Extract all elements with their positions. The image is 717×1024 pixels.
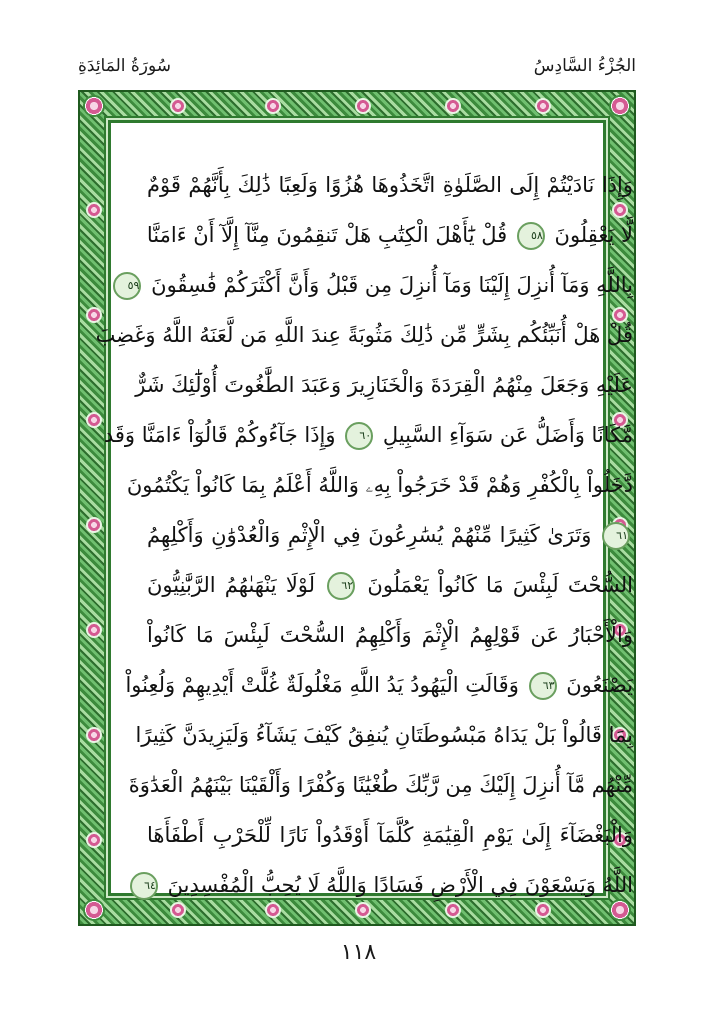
- ayah-number-marker: ٦٠: [345, 422, 373, 450]
- verse-line: مَّكَانًا وَأَضَلُّ عَن سَوَآءِ السَّبِيلِ ٦٠ وَإِذَا جَآءُوكُمْ قَالُوٓاْ ءَامَنَّا وَقَد: [147, 415, 633, 455]
- verse-line: وَالْبَغْضَآءَ إِلَىٰ يَوْمِ الْقِيَٰمَةِ كُلَّمَآ أَوْقَدُواْ نَارًا لِّلْحَرْبِ أَطْفَأَهَا: [147, 823, 633, 847]
- verse-line: السُّحْتَ لَبِئْسَ مَا كَانُواْ يَعْمَلُونَ ٦٢ لَوْلَا يَنْهَىٰهُمُ الرَّبَّٰنِيُّونَ: [147, 565, 633, 605]
- flower-icon: [355, 98, 371, 114]
- flower-icon: [86, 517, 102, 533]
- ayah-number-marker: ٦٢: [327, 572, 355, 600]
- flower-icon: [445, 98, 461, 114]
- verse-line: مِّنْهُم مَّآ أُنزِلَ إِلَيْكَ مِن رَّبِّكَ طُغْيَٰنًا وَكُفْرًا وَأَلْقَيْنَا بَيْنَهُمُ الْعَدَٰوَةَ: [128, 773, 633, 797]
- flower-icon: [535, 98, 551, 114]
- text-panel: [95, 120, 633, 897]
- flower-icon: [265, 98, 281, 114]
- verse-line: وَالْأَحْبَارُ عَن قَوْلِهِمُ الْإِثْمَ وَأَكْلِهِمُ السُّحْتَ لَبِئْسَ مَا كَانُواْ: [147, 623, 633, 647]
- page-header: [78, 56, 636, 86]
- corner-flower-icon: [83, 899, 105, 921]
- flower-icon: [86, 412, 102, 428]
- verse-line: اللَّهُ وَيَسْعَوْنَ فِي الْأَرْضِ فَسَادًا وَاللَّهُ لَا يُحِبُّ الْمُفْسِدِينَ ٦٤: [147, 865, 633, 905]
- ayah-number-marker: ٦٣: [529, 672, 557, 700]
- ayah-number-marker: ٥٩: [113, 272, 141, 300]
- page-number: ١١٨: [340, 940, 377, 965]
- ornamental-frame: [78, 90, 636, 926]
- verse-line: بِاللَّهِ وَمَآ أُنزِلَ إِلَيْنَا وَمَآ أُنزِلَ مِن قَبْلُ وَأَنَّ أَكْثَرَكُمْ فَٰسِقُونَ ٥٩: [147, 265, 633, 305]
- verse-line: ٦١ وَتَرَىٰ كَثِيرًا مِّنْهُمْ يُسَٰرِعُونَ فِي الْإِثْمِ وَالْعُدْوَٰنِ وَأَكْلِهِمُ: [147, 515, 633, 555]
- flower-icon: [86, 202, 102, 218]
- ayah-number-marker: ٥٨: [517, 222, 545, 250]
- surah-title: سُورَةُ المَائِدَةِ: [78, 56, 172, 76]
- verse-line: لَّا يَعْقِلُونَ ٥٨ قُلْ يَٰٓأَهْلَ الْكِتَٰبِ هَلْ تَنقِمُونَ مِنَّآ إِلَّآ أَنْ ءَامَنَّا: [147, 215, 633, 255]
- corner-flower-icon: [83, 95, 105, 117]
- ayah-number-marker: ٦١: [602, 522, 630, 550]
- flower-icon: [86, 832, 102, 848]
- flower-icon: [86, 622, 102, 638]
- verse-text-area: [95, 165, 633, 917]
- ayah-number-marker: ٦٤: [130, 872, 158, 900]
- verse-line: بِمَا قَالُواْ بَلْ يَدَاهُ مَبْسُوطَتَانِ يُنفِقُ كَيْفَ يَشَآءُ وَلَيَزِيدَنَّ كَثِيرًا: [135, 723, 633, 747]
- verse-line: عَلَيْهِ وَجَعَلَ مِنْهُمُ الْقِرَدَةَ وَالْخَنَازِيرَ وَعَبَدَ الطَّٰغُوتَ أُوْلَٰٓئِكَ شَرٌّ: [135, 373, 633, 397]
- verse-line: قُلْ هَلْ أُنَبِّئُكُم بِشَرٍّ مِّن ذَٰلِكَ مَثُوبَةً عِندَ اللَّهِ مَن لَّعَنَهُ اللَّهُ وَغَضِبَ: [95, 323, 633, 347]
- verse-line: وَإِذَا نَادَيْتُمْ إِلَى الصَّلَوٰةِ اتَّخَذُوهَا هُزُوًا وَلَعِبًا ذَٰلِكَ بِأَنَّهُمْ قَوْمٌ: [147, 173, 633, 197]
- verse-line: دَّخَلُواْ بِالْكُفْرِ وَهُمْ قَدْ خَرَجُواْ بِهِۦ وَاللَّهُ أَعْلَمُ بِمَا كَانُواْ يَكْتُمُونَ: [126, 473, 633, 497]
- juz-title: الجُزْءُ السَّادِسُ: [533, 56, 636, 76]
- flower-icon: [170, 98, 186, 114]
- flower-icon: [86, 727, 102, 743]
- verse-line: يَصْنَعُونَ ٦٣ وَقَالَتِ الْيَهُودُ يَدُ اللَّهِ مَغْلُولَةٌ غُلَّتْ أَيْدِيهِمْ وَلُعِنُواْ: [147, 665, 633, 705]
- corner-flower-icon: [609, 95, 631, 117]
